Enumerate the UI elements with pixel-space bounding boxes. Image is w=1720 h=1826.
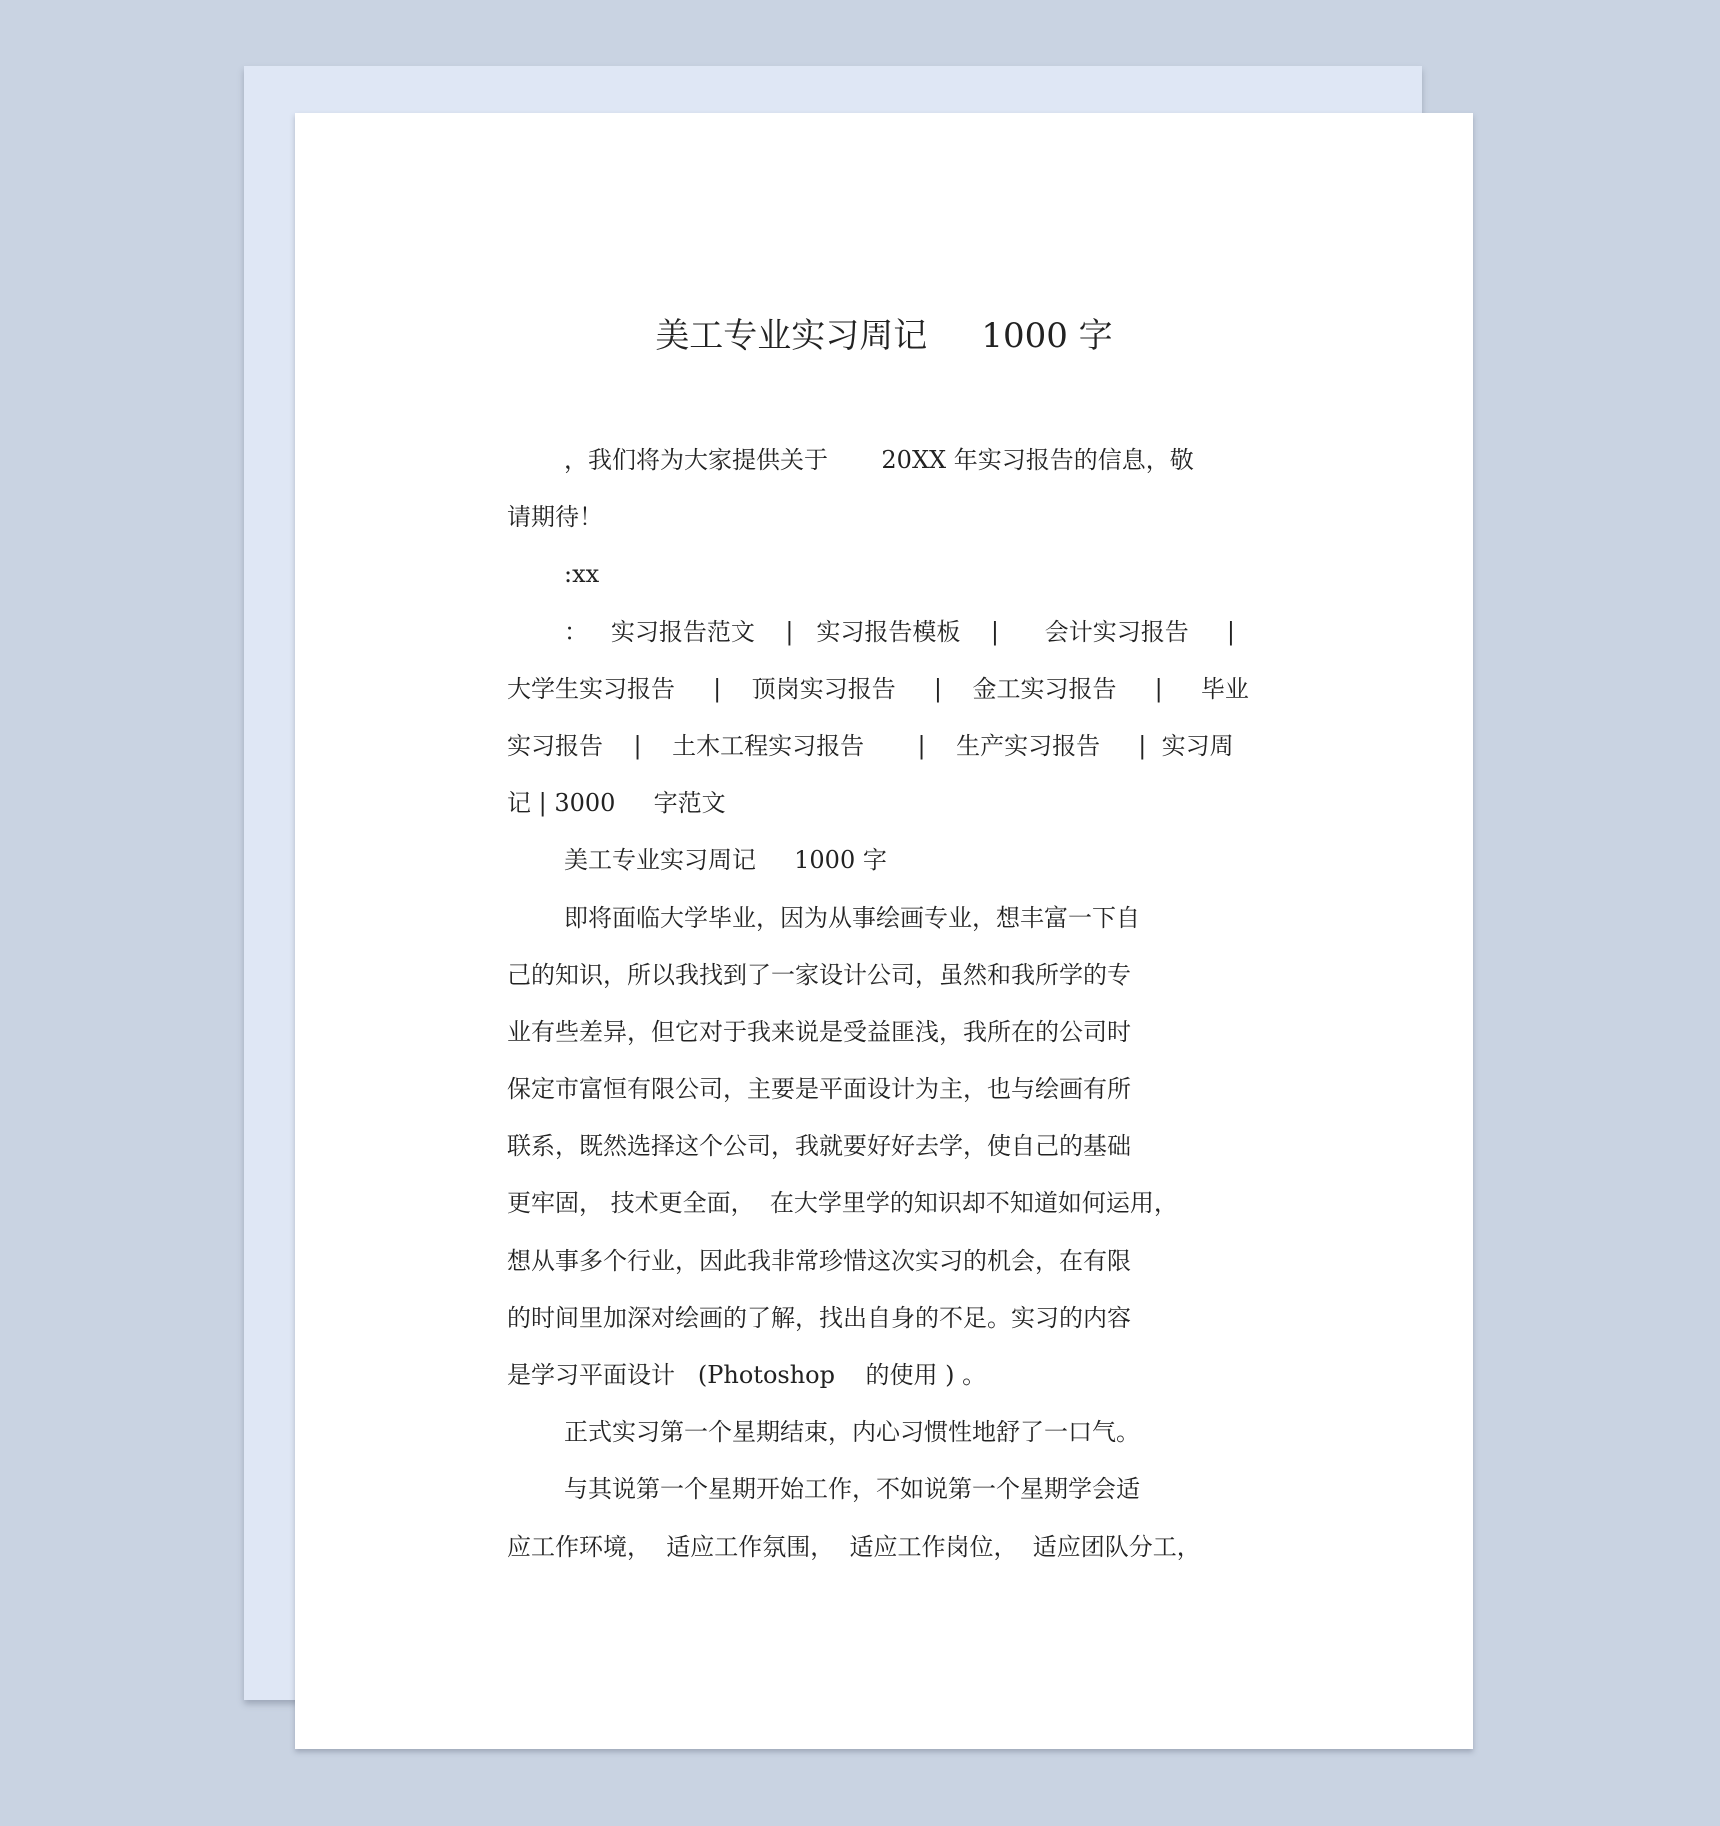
document-line: 实习报告 | 土木工程实习报告 | 生产实习报告 | 实习周 — [507, 731, 1234, 760]
document-line: ： 实习报告范文 | 实习报告模板 | 会计实习报告 | — [564, 617, 1235, 646]
document-title: 美工专业实习周记 1000 字 — [655, 316, 1113, 356]
document-line: 想从事多个行业，因此我非常珍惜这次实习的机会，在有限 — [507, 1246, 1131, 1275]
document-line: 己的知识，所以我找到了一家设计公司，虽然和我所学的专 — [507, 960, 1131, 989]
document-line: 请期待！ — [507, 503, 603, 532]
document-line: 美工专业实习周记 1000 字 — [564, 846, 887, 875]
document-line: :xx — [564, 560, 600, 589]
document-line: 与其说第一个星期开始工作，不如说第一个星期学会适 — [564, 1475, 1140, 1504]
document-line: 记 | 3000 字范文 — [507, 789, 726, 818]
document-line: 大学生实习报告 | 顶岗实习报告 | 金工实习报告 | 毕业 — [507, 674, 1249, 703]
document-line: 的时间里加深对绘画的了解，找出自身的不足。实习的内容 — [507, 1303, 1131, 1332]
document-line: 联系，既然选择这个公司，我就要好好去学，使自己的基础 — [507, 1132, 1131, 1161]
document-line: ，我们将为大家提供关于 20XX 年实习报告的信息，敬 — [564, 446, 1194, 474]
document-line: 是学习平面设计 (Photoshop 的使用 ) 。 — [507, 1361, 987, 1389]
document-body — [507, 440, 1267, 1584]
document-line: 保定市富恒有限公司，主要是平面设计为主，也与绘画有所 — [507, 1075, 1131, 1104]
document-line: 正式实习第一个星期结束，内心习惯性地舒了一口气。 — [564, 1418, 1140, 1447]
document-line: 即将面临大学毕业，因为从事绘画专业，想丰富一下自 — [564, 903, 1140, 932]
document-line: 应工作环境， 适应工作氛围， 适应工作岗位， 适应团队分工， — [507, 1532, 1201, 1561]
document-line: 业有些差异，但它对于我来说是受益匪浅，我所在的公司时 — [507, 1017, 1131, 1046]
document-line: 更牢固， 技术更全面， 在大学里学的知识却不知道如何运用， — [507, 1189, 1178, 1218]
